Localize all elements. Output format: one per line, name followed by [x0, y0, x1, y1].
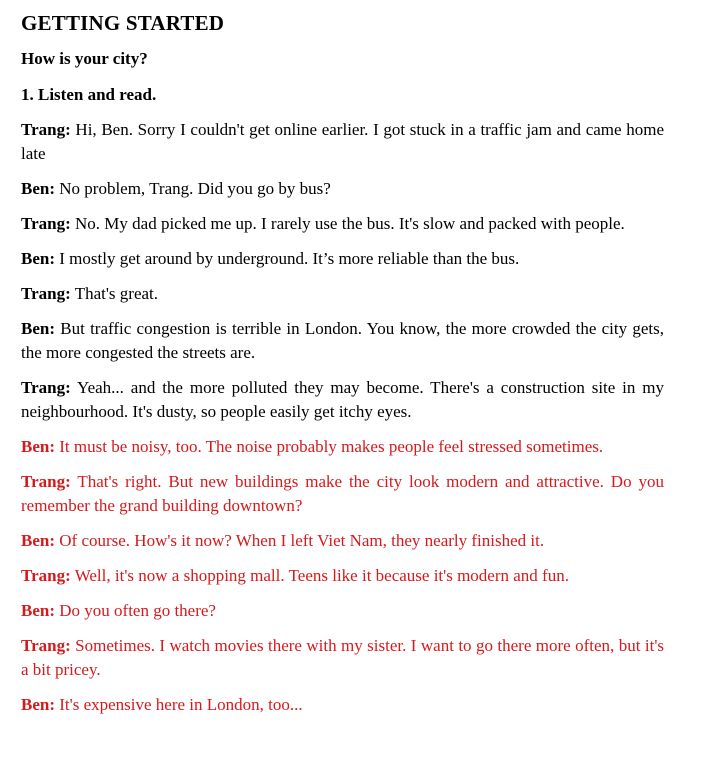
lesson-subtitle: How is your city? — [21, 49, 148, 68]
dialogue-line — [21, 470, 664, 518]
dialogue-line — [21, 282, 664, 306]
speaker-name: Trang: — [21, 636, 71, 655]
speaker-name: Trang: — [21, 472, 71, 491]
dialogue-line — [21, 435, 664, 459]
speaker-name: Ben: — [21, 319, 55, 338]
speaker-name: Ben: — [21, 179, 55, 198]
utterance-text: But traffic congestion is terrible in London. You know, the more crowded the city gets, the more congested the streets are. — [21, 319, 665, 362]
speaker-name: Ben: — [21, 531, 55, 550]
dialogue-line — [21, 599, 664, 623]
dialogue-line — [21, 376, 664, 424]
speaker-name: Trang: — [21, 214, 71, 233]
utterance-text: Well, it's now a shopping mall. Teens like it because it's modern and fun. — [74, 566, 569, 585]
dialogue-line — [21, 212, 664, 236]
utterance-text: No. My dad picked me up. I rarely use the bus. It's slow and packed with people. — [75, 214, 625, 233]
speaker-name: Ben: — [21, 601, 55, 620]
utterance-text: I mostly get around by underground. It’s more reliable than the bus. — [59, 249, 520, 268]
page-title: GETTING STARTED — [21, 11, 225, 35]
utterance-text: Hi, Ben. Sorry I couldn't get online earlier. I got stuck in a traffic jam and came home late — [21, 120, 664, 163]
speaker-name: Trang: — [21, 566, 71, 585]
dialogue-line — [21, 564, 664, 588]
dialogue-line — [21, 118, 664, 166]
utterance-text: Sometimes. I watch movies there with my sister. I want to go there more often, but it's a bit pricey. — [21, 636, 664, 679]
utterance-text: Of course. How's it now? When I left Viet Nam, they nearly finished it. — [59, 531, 545, 550]
speaker-name: Trang: — [21, 120, 71, 139]
dialogue-line — [21, 529, 664, 553]
dialogue-section — [21, 118, 664, 717]
exercise-instruction: 1. Listen and read. — [21, 85, 157, 104]
dialogue-line — [21, 247, 664, 271]
utterance-text: No problem, Trang. Did you go by bus? — [59, 179, 331, 198]
utterance-text: That's great. — [74, 284, 159, 303]
dialogue-line — [21, 634, 664, 682]
utterance-text: It must be noisy, too. The noise probably makes people feel stressed sometimes. — [59, 437, 604, 456]
utterance-text: It's expensive here in London, too... — [59, 695, 303, 714]
speaker-name: Trang: — [21, 284, 71, 303]
dialogue-line — [21, 693, 664, 717]
utterance-text: That's right. But new buildings make the city look modern and attractive. Do you remember the grand building downtown? — [21, 472, 664, 515]
dialogue-line — [21, 317, 664, 365]
dialogue-line — [21, 177, 664, 201]
speaker-name: Trang: — [21, 378, 71, 397]
speaker-name: Ben: — [21, 695, 55, 714]
speaker-name: Ben: — [21, 249, 55, 268]
utterance-text: Do you often go there? — [59, 601, 216, 620]
utterance-text: Yeah... and the more polluted they may become. There's a construction site in my neighbourhood. It's dusty, so people easily get itchy eyes. — [21, 378, 664, 421]
speaker-name: Ben: — [21, 437, 55, 456]
